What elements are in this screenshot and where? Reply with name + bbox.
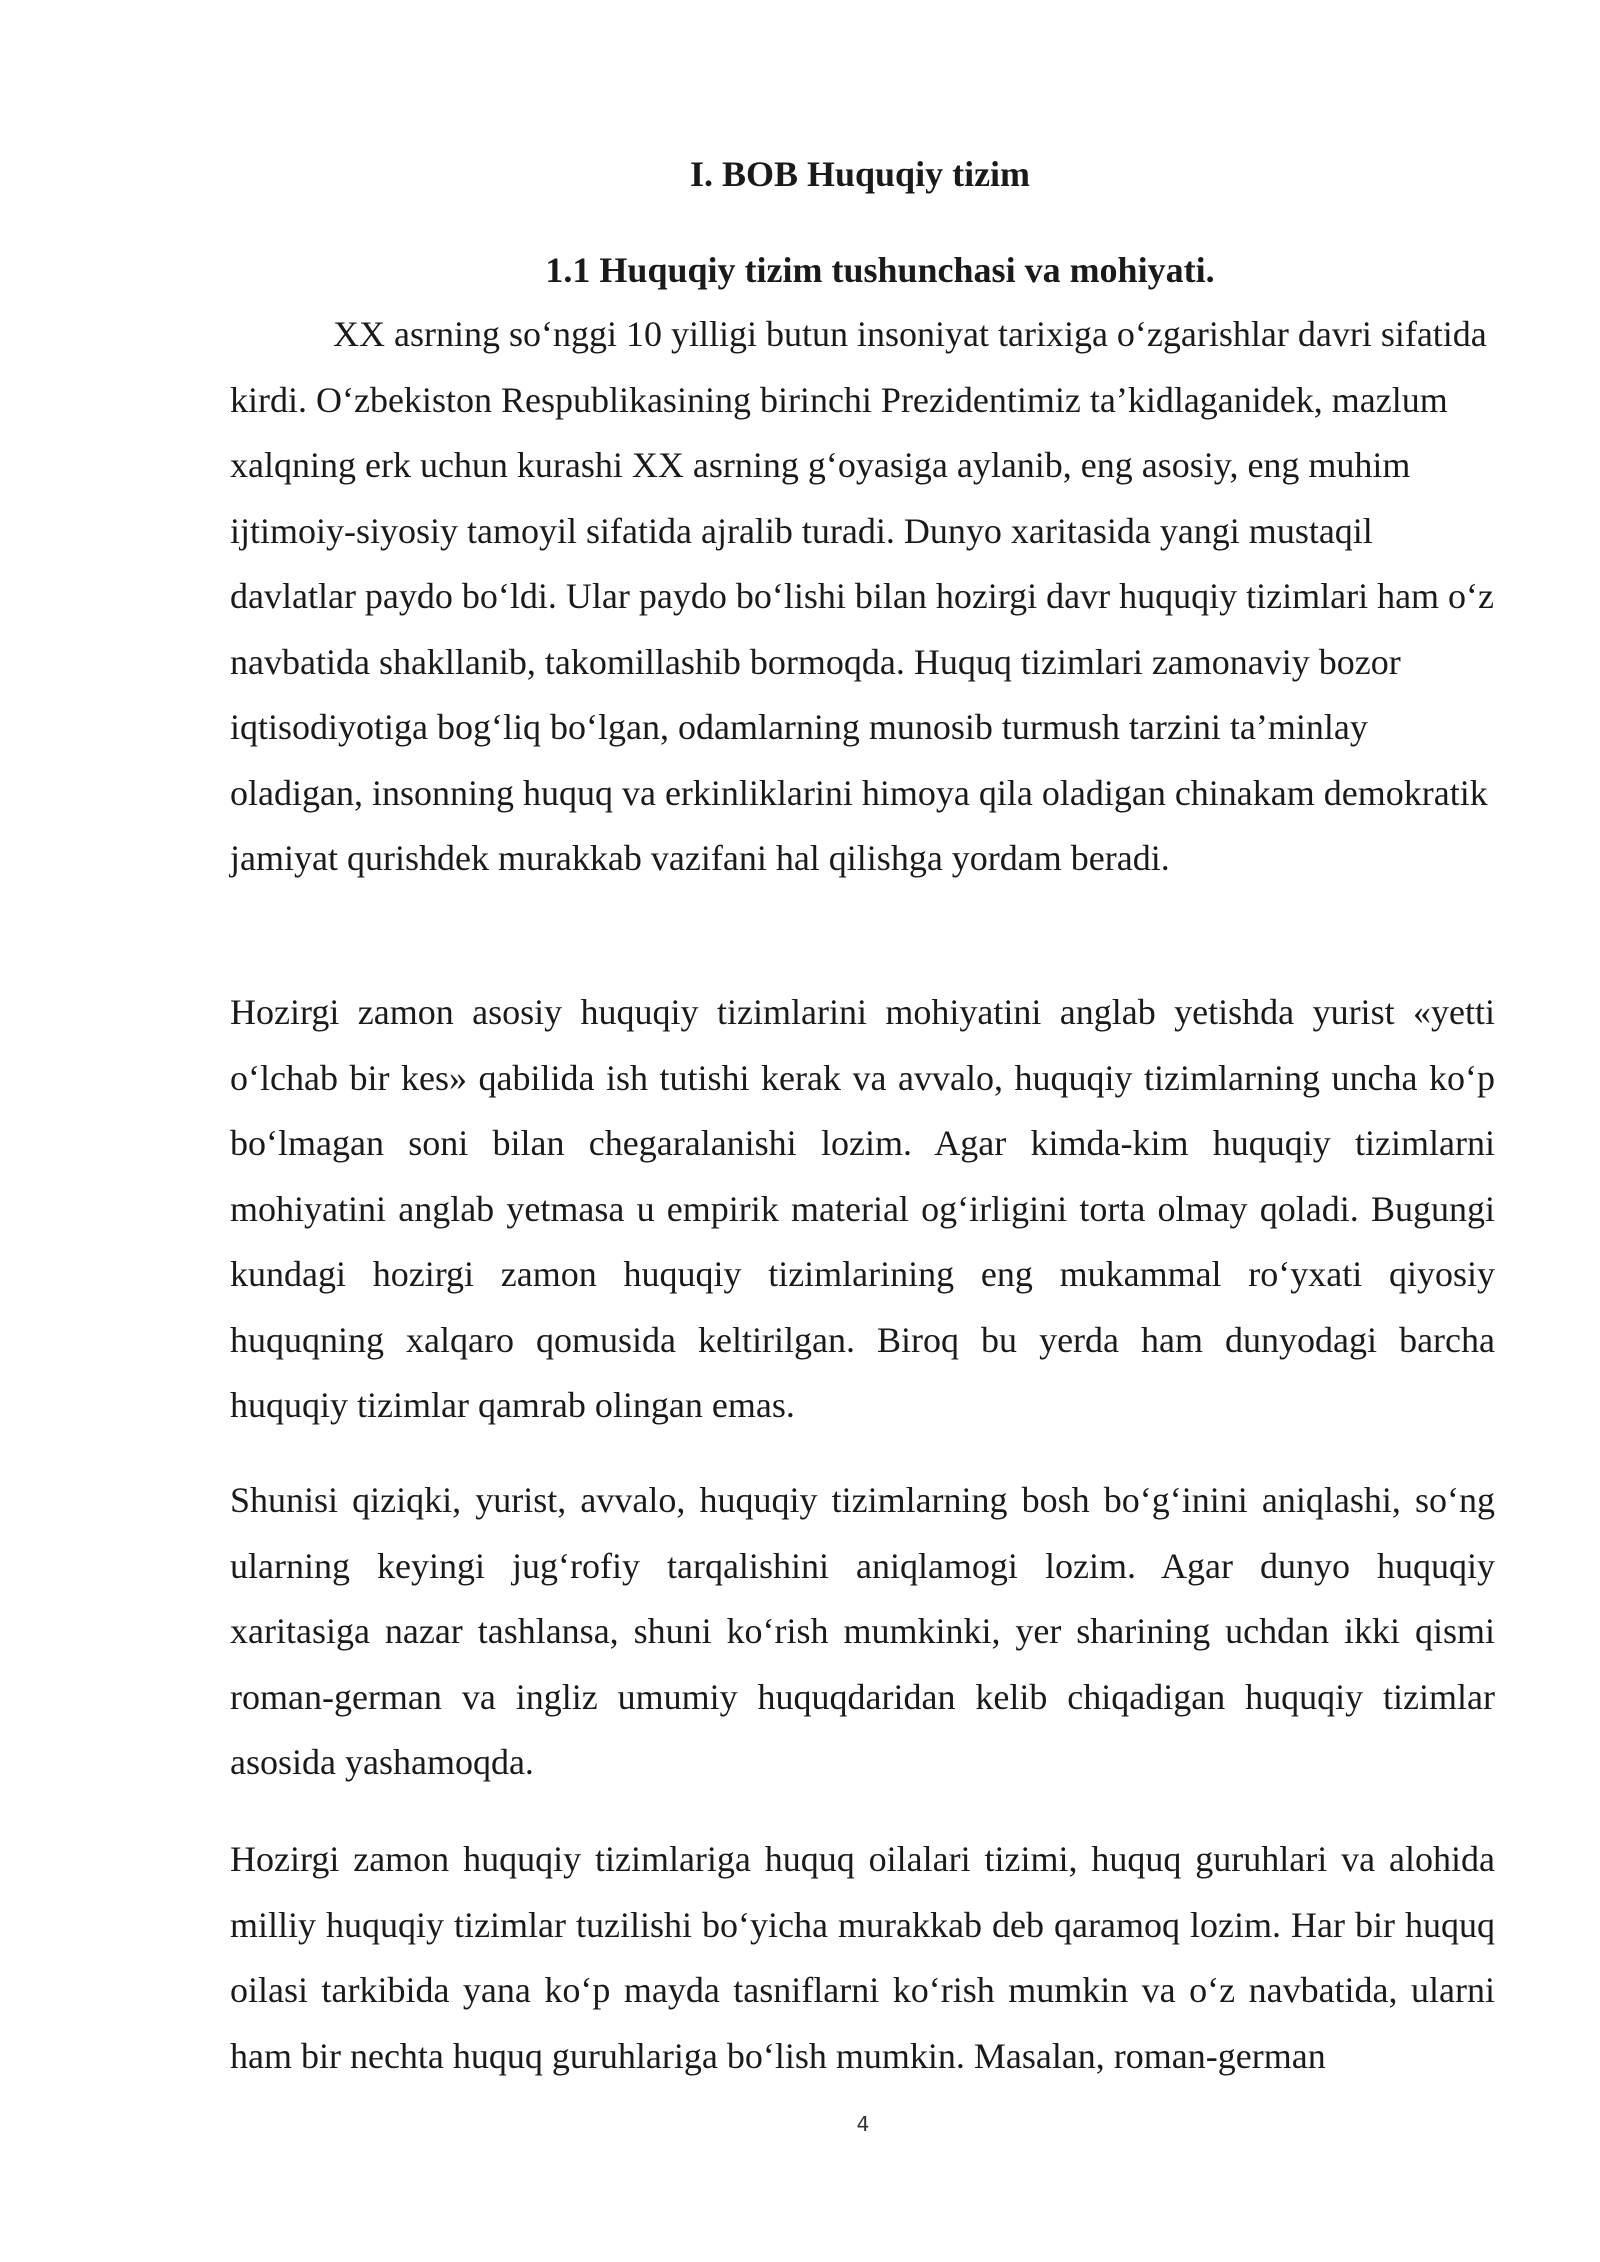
paragraph-3: Shunisi qiziqki, yurist, avvalo, huquqiy tizimlarning bosh bo‘g‘inini aniqlashi, so‘ng ularning keyingi jug‘rofiy tarqalishini aniqlamogi lozim. Agar dunyo huquqiy xaritasiga nazar tashlansa, shuni ko‘rish mumkinki, yer sharining uchdan ikki qismi roman-german va ingliz umumiy huquqdaridan kelib chiqadigan huquqiy tizimlar asosida yashamoqda. bbox=[230, 1480, 1495, 1782]
chapter-title: I. BOB Huquqiy tizim bbox=[689, 154, 1031, 194]
paragraph-1: XX asrning so‘nggi 10 yilligi butun insoniyat tarixiga o‘zgarishlar davri sifatida kirdi. O‘zbekiston Respublikasining birinchi Prezidentimiz ta’kidlaganidek, mazlum xalqning erk uchun kurashi XX asrning g‘oyasiga aylanib, eng asosiy, eng muhim ijtimoiy-siyosiy tamoyil sifatida ajralib turadi. Dunyo xaritasida yangi mustaqil davlatlar paydo bo‘ldi. Ular paydo bo‘lishi bilan hozirgi davr huquqiy tizimlari ham o‘z navbatida shakllanib, takomillashib bormoqda. Huquq tizimlari zamonaviy bozor iqtisodiyotiga bog‘liq bo‘lgan, odamlarning munosib turmush tarzini ta’minlay oladigan, insonning huquq va erkinliklarini himoya qila oladigan chinakam demokratik jamiyat qurishdek murakkab vazifani hal qilishga yordam beradi. bbox=[230, 314, 1495, 878]
paragraph-4: Hozirgi zamon huquqiy tizimlariga huquq oilalari tizimi, huquq guruhlari va alohida milliy huquqiy tizimlar tuzilishi bo‘yicha murakkab deb qaramoq lozim. Har bir huquq oilasi tarkibida yana ko‘p mayda tasniflarni ko‘rish mumkin va o‘z navbatida, ularni ham bir nechta huquq guruhlariga bo‘lish mumkin. Masalan, roman-german bbox=[230, 1839, 1495, 2076]
section-title: 1.1 Huquqiy tizim tushunchasi va mohiyati. bbox=[545, 250, 1215, 290]
page-number: 4 bbox=[856, 2112, 870, 2136]
paragraph-2: Hozirgi zamon asosiy huquqiy tizimlarini mohiyatini anglab yetishda yurist «yetti o‘lchab bir kes» qabilida ish tutishi kerak va avvalo, huquqiy tizimlarning uncha ko‘p bo‘lmagan soni bilan chegaralanishi lozim. Agar kimda-kim huquqiy tizimlarni mohiyatini anglab yetmasa u empirik material og‘irligini torta olmay qoladi. Bugungi kundagi hozirgi zamon huquqiy tizimlarining eng mukammal ro‘yxati qiyosiy huquqning xalqaro qomusida keltirilgan. Biroq bu yerda ham dunyodagi barcha huquqiy tizimlar qamrab olingan emas. bbox=[230, 992, 1495, 1425]
